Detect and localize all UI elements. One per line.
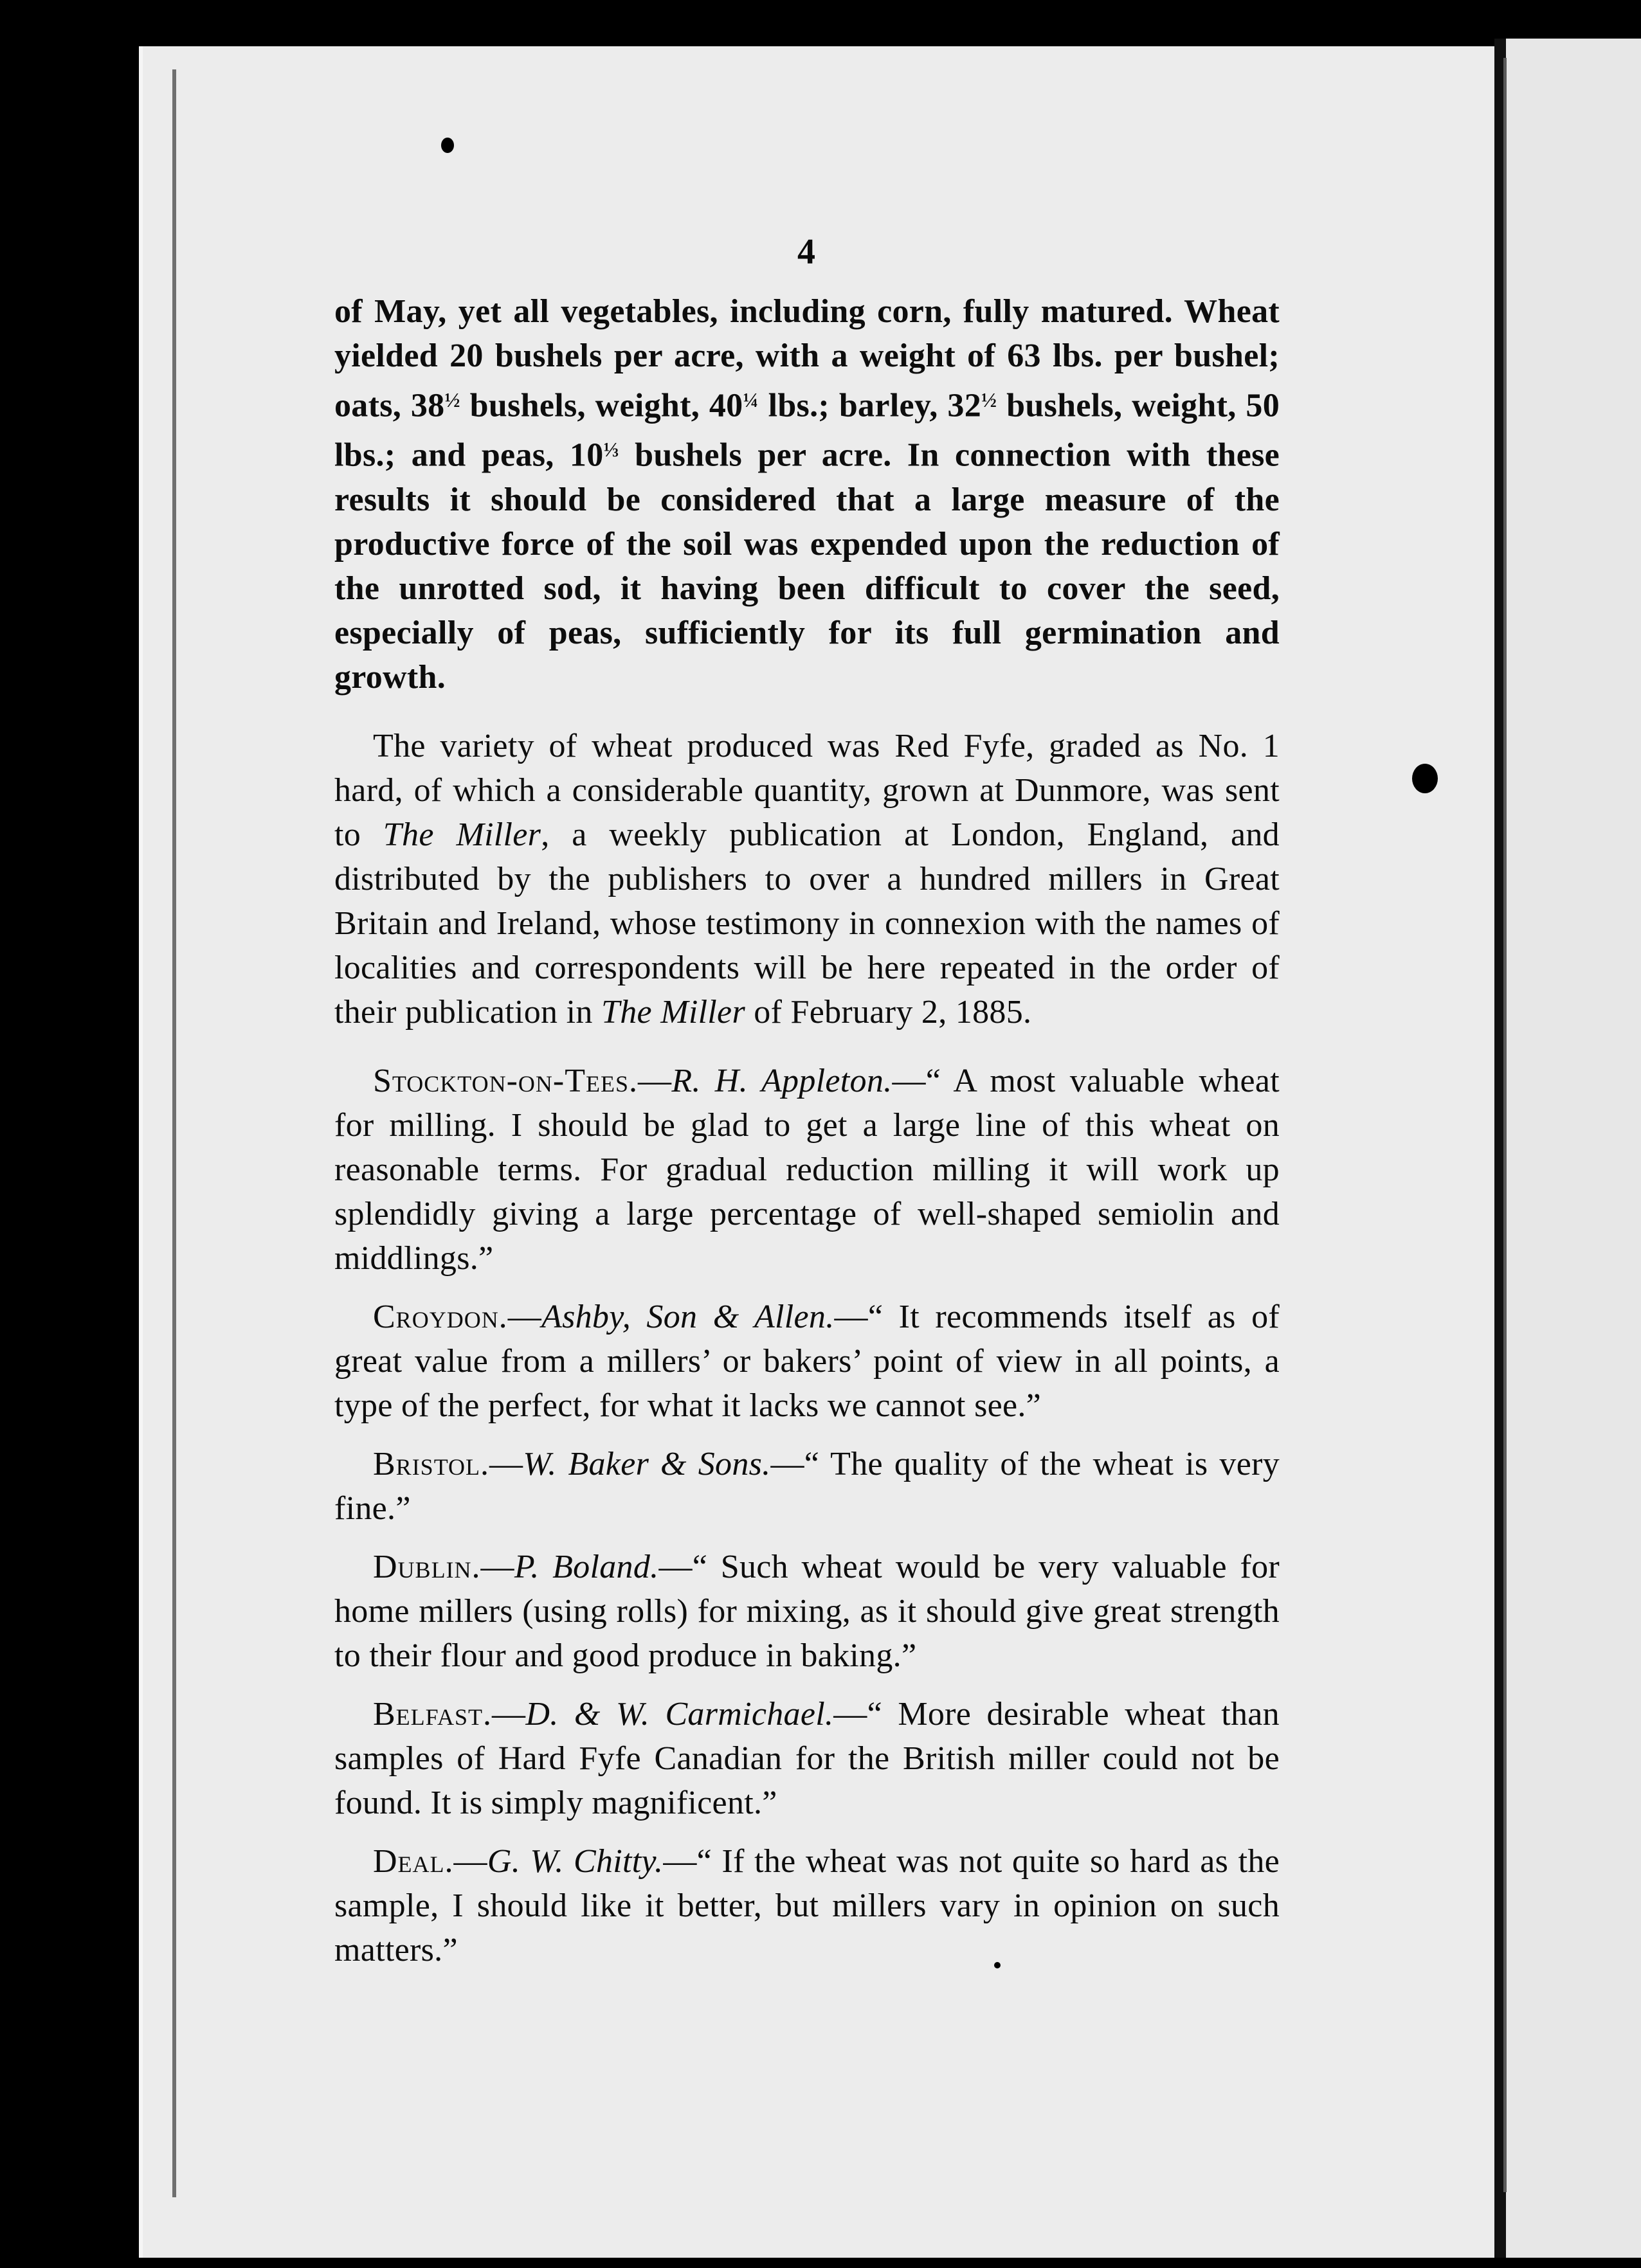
testimonial-name: R. H. Appleton. bbox=[671, 1062, 893, 1099]
testimonial-bristol: Bristol.—W. Baker & Sons.—“ The quality of the wheat is very fine.” bbox=[334, 1445, 1280, 1527]
testimonial-place: Croydon. bbox=[373, 1298, 508, 1335]
testimonial-quote: “ Such wheat would be very valuable for home millers (using rolls) for mixing, as it should give great strength to their flour and good produce in baking.” bbox=[334, 1548, 1280, 1674]
facing-page-edge bbox=[1503, 58, 1507, 2192]
testimonial-quote: “ It recommends itself as of great value from a millers’ or bakers’ point of view in all points, a type of the perfect, for what it lacks we cannot see.” bbox=[334, 1298, 1280, 1424]
testimonial-place: Bristol. bbox=[373, 1445, 490, 1482]
testimonial-quote: “ More desirable wheat than samples of Hard Fyfe Canadian for the British miller could not be found. It is simply magnificent.” bbox=[334, 1695, 1280, 1821]
paragraph-wheat-variety: The variety of wheat produced was Red Fyfe, graded as No. 1 hard, of which a considerable quantity, grown at Dunmore, was sent to The Miller, a weekly publication at London, England, and distributed by the publishers to over a hundred millers in Great Britain and Ireland, whose testimony in connexion with the names of localities and correspondents will be here repeated in the order of their publication in The Miller of February 2, 1885. bbox=[334, 727, 1280, 1030]
body-text bbox=[334, 289, 1280, 1986]
testimonial-belfast: Belfast.—D. & W. Carmichael.—“ More desirable wheat than samples of Hard Fyfe Canadian for the British miller could not be found. It is simply magnificent.” bbox=[334, 1695, 1280, 1821]
testimonial-place: Belfast. bbox=[373, 1695, 493, 1733]
testimonial-place: Deal. bbox=[373, 1842, 454, 1880]
testimonial-place: Stockton-on-Tees. bbox=[373, 1062, 638, 1099]
page-edge-shadow bbox=[172, 69, 176, 2197]
testimonial-quote: “ If the wheat was not quite so hard as the sample, I should like it better, but millers vary in opinion on such matters.” bbox=[334, 1842, 1280, 1968]
testimonial-deal: Deal.—G. W. Chitty.—“ If the wheat was not quite so hard as the sample, I should like it better, but millers vary in opinion on such matters.” bbox=[334, 1842, 1280, 1968]
page-number: 4 bbox=[797, 232, 815, 272]
facing-page-strip bbox=[1506, 39, 1641, 2258]
testimonial-stockton: Stockton-on-Tees.—R. H. Appleton.—“ A most valuable wheat for milling. I should be glad to get a large line of this wheat on reasonable terms. For gradual reduction milling it will work up splendidly giving a large percentage of well-shaped semiolin and middlings.” bbox=[334, 1062, 1280, 1277]
testimonial-name: W. Baker & Sons. bbox=[523, 1445, 771, 1482]
testimonial-name: P. Boland. bbox=[514, 1548, 659, 1585]
ink-speck bbox=[441, 138, 454, 153]
testimonial-dublin: Dublin.—P. Boland.—“ Such wheat would be very valuable for home millers (using rolls) for mixing, as it should give great strength to their flour and good produce in baking.” bbox=[334, 1548, 1280, 1674]
testimonial-name: G. W. Chitty. bbox=[487, 1842, 664, 1880]
paragraph-continued: of May, yet all vegetables, including corn, fully matured. Wheat yielded 20 bushels per acre, with a weight of 63 lbs. per bushel; oats, $38^{\frac{1}{2}}$ bushels, weight, $40^{\frac{1}{4}}$ lbs.; barley, $32^{\frac{1}{2}}$ bushels, weight, 50 lbs.; and peas, $10^{\frac{1}{3}}$ bushels per acre. In connection with these results it should be considered that a large measure of the productive force of the soil was expended upon the reduction of the unrotted sod, it having been difficult to cover the seed, especially of peas, sufficiently for its full germination and growth. bbox=[334, 293, 1280, 696]
testimonial-place: Dublin. bbox=[373, 1548, 481, 1585]
testimonial-quote: “ The quality of the wheat is very fine.” bbox=[334, 1445, 1280, 1527]
testimonial-croydon: Croydon.—Ashby, Son & Allen.—“ It recommends itself as of great value from a millers’ or bakers’ point of view in all points, a type of the perfect, for what it lacks we cannot see.” bbox=[334, 1298, 1280, 1424]
testimonial-quote: “ A most valuable wheat for milling. I should be glad to get a large line of this wheat on reasonable terms. For gradual reduction milling it will work up splendidly giving a large percentage of well-shaped semiolin and middlings.” bbox=[334, 1062, 1280, 1277]
testimonial-name: D. & W. Carmichael. bbox=[525, 1695, 834, 1733]
testimonial-name: Ashby, Son & Allen. bbox=[541, 1298, 835, 1335]
ink-speck bbox=[1412, 764, 1438, 793]
